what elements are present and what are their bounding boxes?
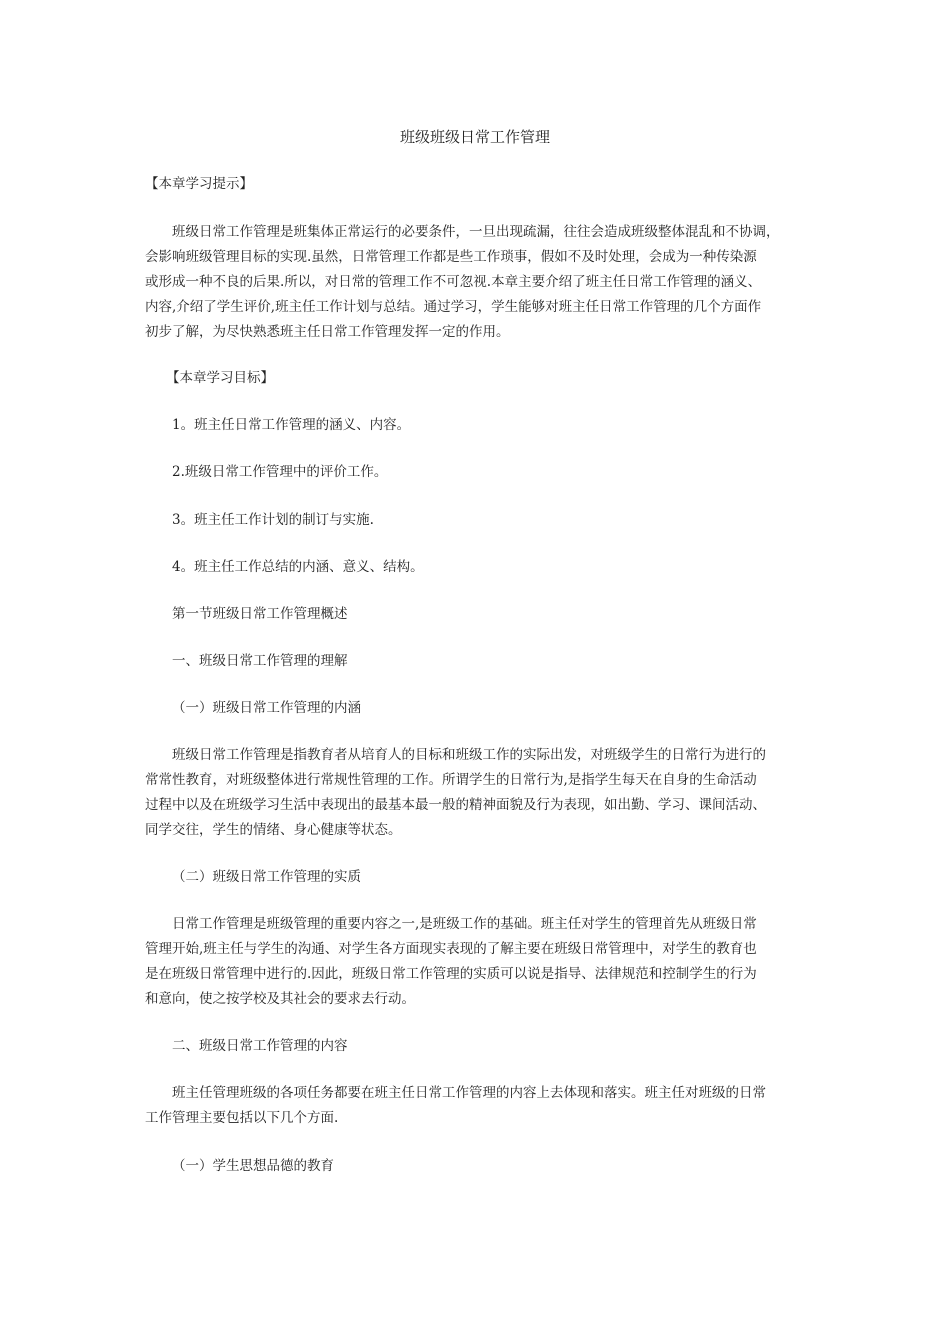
paragraph-line: 同学交往，学生的情绪、身心健康等状态。 bbox=[145, 822, 402, 838]
paragraph-line: 班级日常工作管理是指教育者从培育人的目标和班级工作的实际出发，对班级学生的日常行为进行的 bbox=[172, 747, 766, 763]
goal-item: 3。班主任工作计划的制订与实施. bbox=[172, 512, 374, 528]
sub1-1-heading: （一）班级日常工作管理的内涵 bbox=[172, 700, 361, 716]
goal-item: 2.班级日常工作管理中的评价工作。 bbox=[172, 464, 388, 480]
sub2-heading: 二、班级日常工作管理的内容 bbox=[172, 1038, 348, 1054]
intro-line: 或形成一种不良的后果.所以，对日常的管理工作不可忽视.本章主要介绍了班主任日常工作管理的涵义、 bbox=[145, 274, 762, 290]
paragraph-line: 班主任管理班级的各项任务都要在班主任日常工作管理的内容上去体现和落实。班主任对班级的日常 bbox=[172, 1085, 766, 1101]
paragraph-line: 和意向，使之按学校及其社会的要求去行动。 bbox=[145, 991, 415, 1007]
paragraph-line: 是在班级日常管理中进行的.因此，班级日常工作管理的实质可以说是指导、法律规范和控制学生的行为 bbox=[145, 966, 757, 982]
intro-line: 班级日常工作管理是班集体正常运行的必要条件，一旦出现疏漏，往往会造成班级整体混乱和不协调， bbox=[172, 224, 780, 240]
paragraph-line: 常常性教育，对班级整体进行常规性管理的工作。所谓学生的日常行为,是指学生每天在自身的生命活动 bbox=[145, 772, 757, 788]
intro-line: 会影响班级管理目标的实现.虽然，日常管理工作都是些工作琐事，假如不及时处理，会成为一种传染源 bbox=[145, 249, 757, 265]
paragraph-line: 过程中以及在班级学习生活中表现出的最基本最一般的精神面貌及行为表现，如出勤、学习、课间活动、 bbox=[145, 797, 766, 813]
sub1-heading: 一、班级日常工作管理的理解 bbox=[172, 653, 348, 669]
sub2-1-heading: （一）学生思想品德的教育 bbox=[172, 1158, 334, 1174]
goal-heading: 【本章学习目标】 bbox=[166, 370, 274, 386]
tip-heading: 【本章学习提示】 bbox=[145, 176, 253, 192]
intro-line: 初步了解，为尽快熟悉班主任日常工作管理发挥一定的作用。 bbox=[145, 324, 510, 340]
paragraph-line: 管理开始,班主任与学生的沟通、对学生各方面现实表现的了解主要在班级日常管理中，对学生的教育也 bbox=[145, 941, 757, 957]
sub2-paragraph bbox=[145, 1081, 766, 1131]
document-title: 班级班级日常工作管理 bbox=[399, 128, 550, 146]
sub1-1-paragraph bbox=[145, 743, 766, 843]
intro-line: 内容,介绍了学生评价,班主任工作计划与总结。通过学习，学生能够对班主任日常工作管理的几个方面作 bbox=[145, 299, 762, 315]
intro-paragraph bbox=[145, 220, 780, 345]
sub1-2-paragraph bbox=[145, 912, 757, 1012]
section1-heading: 第一节班级日常工作管理概述 bbox=[172, 606, 348, 622]
paragraph-line: 工作管理主要包括以下几个方面. bbox=[145, 1110, 339, 1126]
paragraph-line: 日常工作管理是班级管理的重要内容之一,是班级工作的基础。班主任对学生的管理首先从班级日常 bbox=[172, 916, 757, 932]
goal-item: 1。班主任日常工作管理的涵义、内容。 bbox=[172, 417, 411, 433]
goal-item: 4。班主任工作总结的内涵、意义、结构。 bbox=[172, 559, 424, 575]
sub1-2-heading: （二）班级日常工作管理的实质 bbox=[172, 869, 361, 885]
